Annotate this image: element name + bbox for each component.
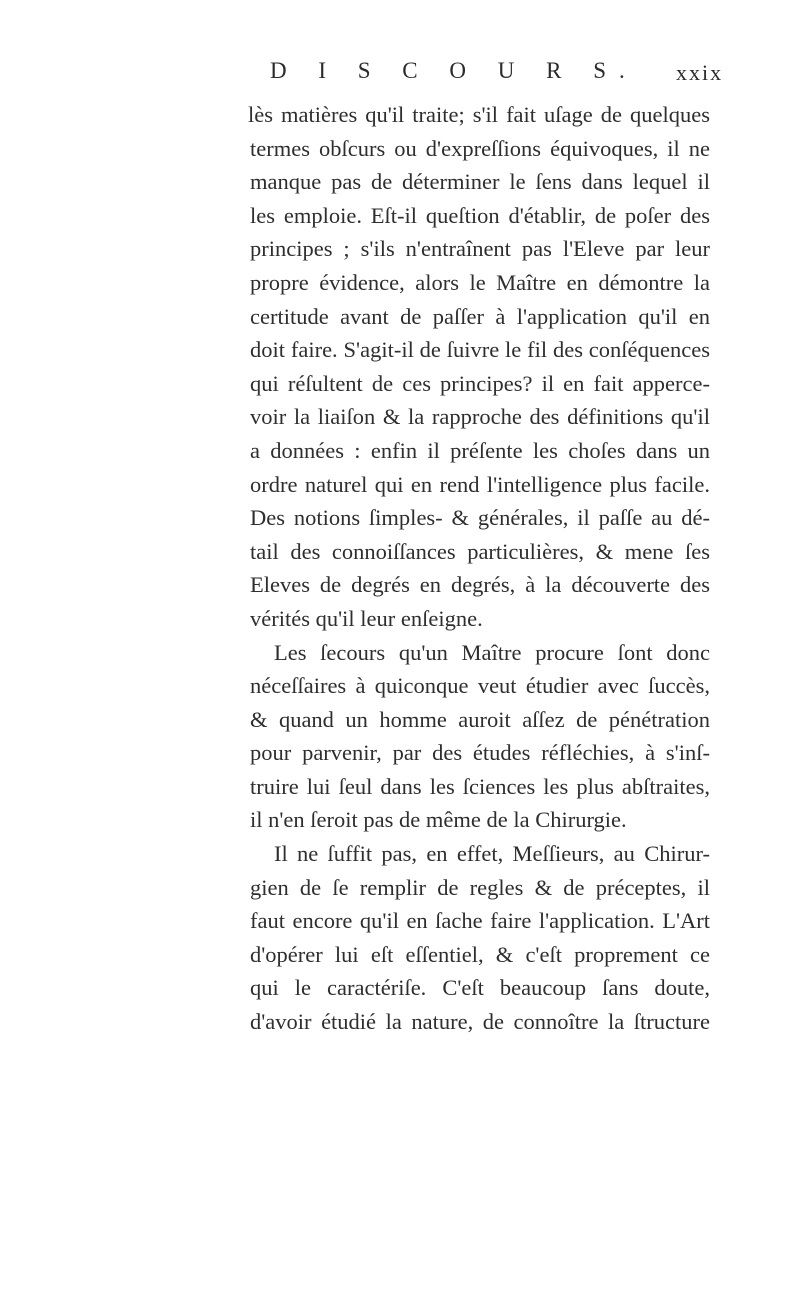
text-line: a données : enfin il préſente les choſes dans un xyxy=(250,437,710,463)
text-line: doit faire. S'agit-il de ſuivre le fil des conſéquences xyxy=(250,337,710,363)
text-line: truire lui ſeul dans les ſciences les plus abſtraites, xyxy=(250,773,710,799)
text-line: Il ne ſuffit pas, en effet, Meſſieurs, au Chirur- xyxy=(274,841,710,867)
body-text xyxy=(250,98,710,1039)
text-line: Des notions ſimples- & générales, il paſſe au dé- xyxy=(250,505,710,531)
text-line: il n'en ſeroit pas de même de la Chirurgie. xyxy=(250,807,627,833)
text-line: certitude avant de paſſer à l'application qu'il en xyxy=(250,303,710,329)
running-title: D I S C O U R S. xyxy=(270,58,638,83)
text-line: Eleves de degrés en degrés, à la découverte des xyxy=(250,572,710,598)
text-line: faut encore qu'il en ſache faire l'application. L'Art xyxy=(250,908,710,934)
running-head xyxy=(0,58,800,98)
text-line: propre évidence, alors le Maître en démontre la xyxy=(250,269,710,295)
page-number: xxix xyxy=(676,60,724,85)
text-line: termes obſcurs ou d'expreſſions équivoques, il ne xyxy=(250,135,710,161)
text-line: voir la liaiſon & la rapproche des définitions qu'il xyxy=(250,404,710,430)
text-line: ordre naturel qui en rend l'intelligence plus facile. xyxy=(250,471,710,497)
text-line: Les ſecours qu'un Maître procure ſont donc xyxy=(274,639,710,665)
text-line: d'avoir étudié la nature, de connoître la ſtructure xyxy=(250,1009,710,1035)
text-line: les emploie. Eſt-il queſtion d'établir, de poſer des xyxy=(250,202,710,228)
text-line: principes ; s'ils n'entraînent pas l'Eleve par leur xyxy=(250,236,710,262)
text-line: tail des connoiſſances particulières, & mene ſes xyxy=(250,538,710,564)
text-line: néceſſaires à quiconque veut étudier avec ſuccès, xyxy=(250,673,710,699)
text-line: lès matières qu'il traite; s'il fait uſage de quelques xyxy=(248,102,710,127)
text-line: pour parvenir, par des études réfléchies, à s'inſ- xyxy=(250,740,710,766)
text-line: manque pas de déterminer le ſens dans lequel il xyxy=(250,169,710,195)
text-line: qui réſultent de ces principes? il en fait apperce- xyxy=(250,370,710,396)
text-line: & quand un homme auroit aſſez de pénétration xyxy=(250,706,710,732)
text-line: qui le caractériſe. C'eſt beaucoup ſans doute, xyxy=(250,975,710,1001)
text-line: d'opérer lui eſt eſſentiel, & c'eſt proprement ce xyxy=(250,941,710,967)
text-line: gien de ſe remplir de regles & de préceptes, il xyxy=(250,874,710,900)
text-line: vérités qu'il leur enſeigne. xyxy=(250,605,483,631)
